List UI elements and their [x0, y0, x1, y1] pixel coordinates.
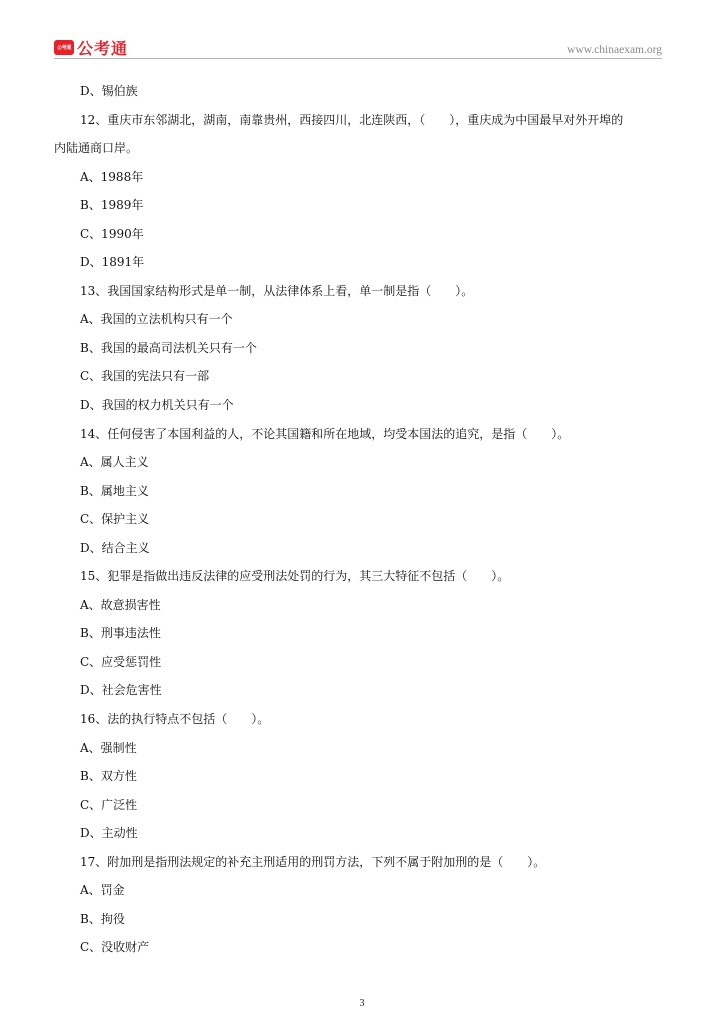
answer-option: C、应受惩罚性: [80, 654, 162, 669]
question-text-continuation: 内陆通商口岸。: [54, 141, 139, 156]
site-url: www.chinaexam.org: [567, 44, 662, 56]
answer-option: C、我国的宪法只有一部: [80, 369, 210, 384]
exam-content: [54, 77, 670, 962]
answer-option: D、我国的权力机关只有一个: [80, 398, 234, 413]
question-text: 14、任何侵害了本国利益的人，不论其国籍和所在地域，均受本国法的追究，是指（ ）。: [80, 426, 570, 441]
answer-option: A、罚金: [80, 883, 125, 898]
answer-option: B、拘役: [80, 911, 125, 926]
answer-option: C、没收财产: [80, 940, 150, 955]
answer-option: A、1988年: [80, 169, 144, 184]
page-header: [0, 0, 724, 60]
answer-option: D、1891年: [80, 255, 145, 270]
answer-option: B、属地主义: [80, 483, 149, 498]
answer-option: D、社会危害性: [80, 683, 162, 698]
header-divider: [54, 58, 662, 59]
page-number: 3: [359, 998, 365, 1009]
answer-option: C、保护主义: [80, 512, 150, 527]
answer-option: A、属人主义: [80, 455, 149, 470]
answer-option: C、广泛性: [80, 797, 138, 812]
logo-badge-icon: 公考通: [54, 40, 74, 55]
question-text: 15、犯罪是指做出违反法律的应受刑法处罚的行为，其三大特征不包括（ ）。: [80, 569, 510, 584]
answer-option: B、刑事违法性: [80, 626, 161, 641]
question-text: 16、法的执行特点不包括（ ）。: [80, 712, 270, 727]
answer-option: B、我国的最高司法机关只有一个: [80, 340, 257, 355]
answer-option: D、结合主义: [80, 540, 150, 555]
question-text: 12、重庆市东邻湖北，湖南，南靠贵州，西接四川，北连陕西，（ ），重庆成为中国最早对外开埠的: [80, 112, 624, 127]
answer-option: A、故意损害性: [80, 597, 161, 612]
answer-option: D、锡伯族: [80, 84, 138, 98]
question-text: 13、我国国家结构形式是单一制，从法律体系上看，单一制是指（ ）。: [80, 283, 474, 298]
answer-option: D、主动性: [80, 826, 138, 841]
logo-text: 公考通: [77, 39, 129, 58]
answer-option: B、1989年: [80, 198, 144, 213]
answer-option: C、1990年: [80, 226, 144, 241]
answer-option: B、双方性: [80, 769, 137, 784]
answer-option: A、我国的立法机构只有一个: [80, 312, 233, 327]
answer-option: A、强制性: [80, 740, 137, 755]
question-text: 17、附加刑是指刑法规定的补充主刑适用的刑罚方法，下列不属于附加刑的是（ ）。: [80, 854, 546, 869]
brand-logo: [54, 36, 128, 59]
